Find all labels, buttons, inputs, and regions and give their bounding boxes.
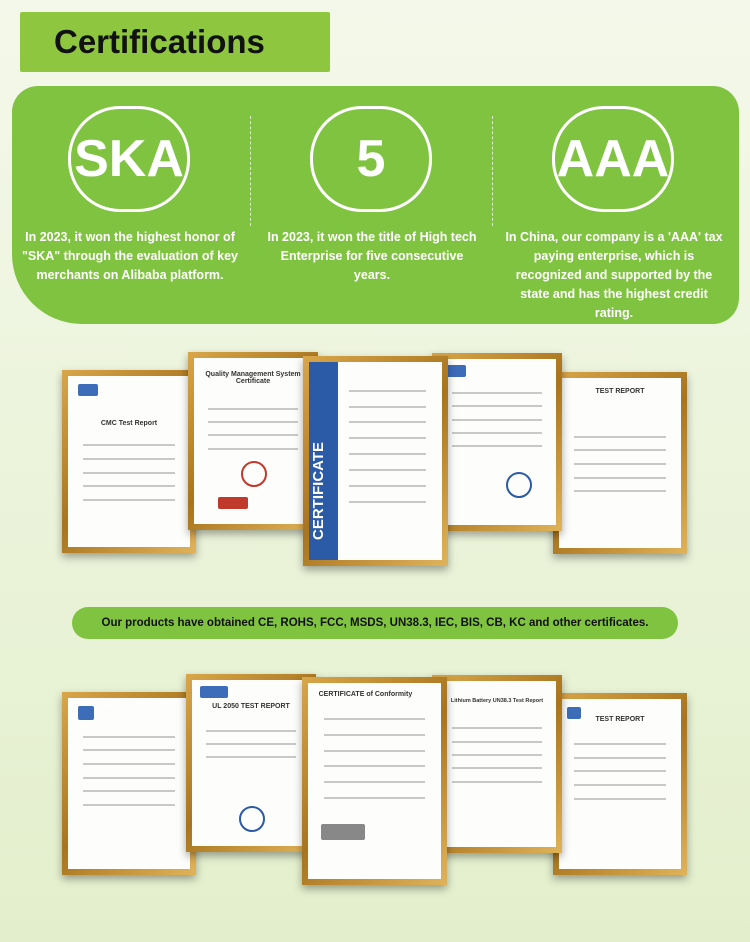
divider — [250, 116, 251, 226]
certificate-paper — [559, 378, 681, 548]
certificate-iec — [62, 692, 196, 875]
iec-logo-icon — [78, 706, 94, 720]
certificates-banner: Our products have obtained CE, ROHS, FCC, MSDS, UN38.3, IEC, BIS, CB, KC and other certificates. — [72, 607, 678, 639]
badge-hightech-mark: 5 — [310, 106, 432, 212]
badge-hightech — [262, 86, 482, 324]
divider — [492, 116, 493, 226]
badge-aaa — [504, 86, 724, 324]
page-title: Certifications — [54, 23, 265, 60]
certificate-quality-management — [188, 352, 318, 530]
cert-logo-icon — [446, 365, 466, 377]
badge-hightech-text: In 2023, it won the title of High tech Enterprise for five consecutive years. — [267, 230, 477, 282]
certificate-test-report — [553, 372, 687, 554]
badge-ska-text: In 2023, it won the highest honor of "SKA" through the evaluation of key merchants on Alibaba platform. — [21, 230, 239, 282]
certificate-heading: IEC — [104, 704, 115, 711]
rohs-logo-icon — [321, 824, 365, 840]
section-title-tab — [20, 12, 330, 72]
badge-ska — [20, 86, 240, 324]
certificate-heading: CERTIFICATE of Conformity — [318, 690, 413, 698]
certificate-paper — [194, 358, 312, 524]
certificate-paper — [309, 362, 442, 560]
seal-icon — [241, 461, 267, 487]
certificate-heading: CMC Test Report — [100, 420, 158, 428]
seal-icon — [239, 806, 265, 832]
certificate-ce — [303, 356, 448, 566]
certificate-rohs — [302, 677, 447, 885]
nct-logo-icon — [200, 686, 228, 698]
badge-aaa-text: In China, our company is a 'AAA' tax paying enterprise, which is recognized and supported by the state and has the highest credit rating. — [505, 230, 723, 320]
certificate-paper — [308, 683, 441, 879]
certificate-test-report-2 — [553, 693, 687, 875]
certificate-heading: TEST REPORT — [595, 716, 645, 723]
cqa-logo-icon — [218, 497, 248, 509]
certificate-paper — [68, 698, 190, 869]
certificate-heading: Lithium Battery UN38.3 Test Report — [450, 697, 544, 704]
seal-icon — [506, 472, 532, 498]
certificate-heading: Quality Management System Certificate — [205, 371, 301, 386]
badge-ska-mark: SKA — [68, 106, 190, 212]
certificate-cmc-report — [62, 370, 196, 553]
certificate-vertical-word: CERTIFICATE — [309, 442, 327, 541]
badge-aaa-mark: AAA — [552, 106, 674, 212]
certificate-chinese — [432, 353, 562, 531]
certificate-paper — [438, 681, 556, 847]
certificate-paper — [68, 376, 190, 547]
certificate-ul2050 — [186, 674, 316, 852]
achievements-panel — [12, 86, 739, 324]
certificate-heading: UL 2050 TEST REPORT — [212, 703, 290, 711]
certificate-paper — [192, 680, 310, 846]
certificate-blue-band — [309, 362, 338, 560]
certificate-paper — [559, 699, 681, 869]
certificate-un383 — [432, 675, 562, 853]
cert-logo-icon — [78, 384, 98, 396]
certificate-heading: TEST REPORT — [595, 388, 645, 396]
certificate-paper — [438, 359, 556, 525]
